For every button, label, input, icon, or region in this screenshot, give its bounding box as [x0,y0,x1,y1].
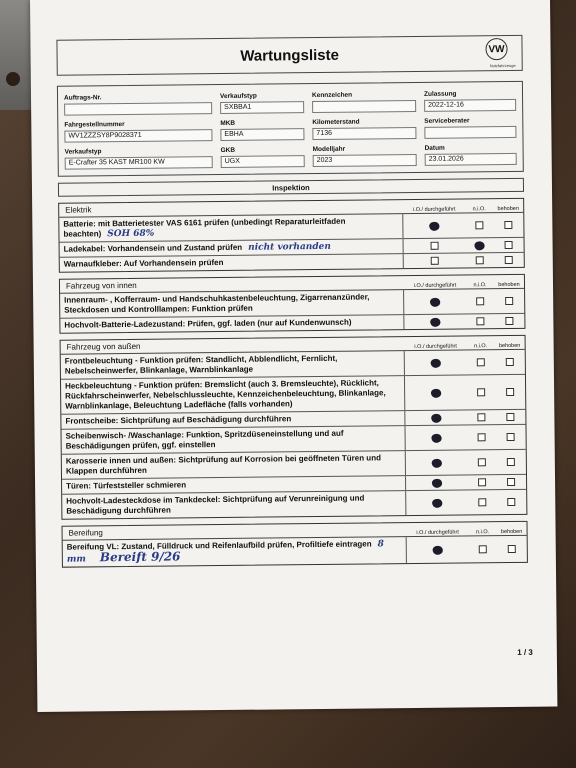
ok-check-mark[interactable] [429,296,441,307]
fixed-cell [496,450,526,474]
checklist-item-label: Türen: Türfeststeller schmieren [66,480,187,491]
info-field [313,145,417,167]
checklist-item-label: Hochvolt-Batterie-Ladezustand: Prüfen, ggf. laden (nur auf Kundenwunsch) [64,317,352,330]
fixed-checkbox[interactable] [504,221,512,229]
checklist-item-text [60,315,404,333]
page-title: Wartungsliste [240,46,339,65]
ok-cell [404,238,466,253]
nok-check-mark[interactable] [474,240,486,251]
column-header: n.i.O. [474,343,488,350]
info-field-value[interactable]: 7136 [312,127,416,140]
fixed-checkbox[interactable] [506,413,514,421]
handwritten-note: 8 mm [66,539,384,565]
ok-check-mark[interactable] [430,357,442,368]
fixed-cell [495,375,525,409]
section [62,521,528,568]
nok-checkbox[interactable] [478,498,486,506]
info-field-value[interactable]: WV1ZZZSY8P9028371 [64,129,212,143]
fixed-checkbox[interactable] [507,433,515,441]
checklist-item-text [61,376,405,414]
ok-check-mark[interactable] [430,412,442,423]
nok-cell [465,213,493,237]
nok-checkbox[interactable] [478,478,486,486]
fixed-cell [495,410,525,424]
column-header: behoben [498,342,521,350]
checklist-item-label: Ladekabel: Vorhandensein und Zustand prüfen [63,242,243,254]
fixed-checkbox[interactable] [505,256,513,264]
info-field [424,117,516,139]
column-header: n.i.O. [473,282,487,289]
column-header: n.i.O. [475,529,490,536]
nok-checkbox[interactable] [477,413,485,421]
info-field-label: MKB [220,119,236,128]
ok-cell [406,475,468,490]
fixed-checkbox[interactable] [507,478,515,486]
handwritten-note: SOH 68% [107,228,155,240]
ok-checkbox[interactable] [431,257,439,265]
fixed-cell [497,536,527,562]
ok-check-mark[interactable] [432,544,444,555]
nok-cell [468,475,496,489]
ok-checkbox[interactable] [431,242,439,250]
column-header: behoben [497,205,519,213]
nok-checkbox[interactable] [477,388,485,396]
fixed-checkbox[interactable] [507,498,515,506]
vehicle-info-grid [57,81,524,177]
fixed-cell [493,213,523,237]
info-field-label: Modelljahr [312,145,346,154]
checklist-item-label: Batterie: mit Batterietester VAS 6161 prüfen (unbedingt Reparaturleitfaden beachten) [63,216,346,239]
ok-cell [407,536,469,563]
maintenance-sheet [30,0,557,712]
info-field-value[interactable]: UGX [221,155,305,168]
column-header: i.O./ durchgeführt [412,206,456,214]
info-field-value[interactable] [312,100,416,113]
ok-cell [403,213,465,238]
info-field [424,90,516,112]
info-field-label: Datum [424,144,445,152]
checklist-item-label: Bereifung VL: Zustand, Fülldruck und Reifenlaufbild prüfen, Profiltiefe eintragen [66,539,372,552]
nok-cell [466,253,494,267]
clip-hole [6,72,20,86]
nok-checkbox[interactable] [478,433,486,441]
info-field-value[interactable] [64,102,212,116]
checklist-item-text [62,426,406,454]
fixed-checkbox[interactable] [505,317,513,325]
info-field-label: Kilometerstand [312,118,360,127]
ok-check-mark[interactable] [428,220,440,231]
column-header: n.i.O. [472,206,486,213]
nok-cell [468,450,496,474]
fixed-checkbox[interactable] [506,358,514,366]
ok-check-mark[interactable] [431,497,443,508]
column-header: i.O./ durchgeführt [413,282,457,289]
info-field-label: Zulassung [423,90,457,98]
checklist-item-label: Karosserie innen und außen: Sichtprüfung auf Korrosion bei geöffneten Türen und Klappen durchführen [65,453,381,476]
info-field-label: Kennzeichen [311,91,353,100]
ok-cell [404,289,466,314]
fixed-cell [496,475,526,489]
fixed-cell [495,425,525,449]
info-field [312,91,416,113]
info-field-value[interactable]: E-Crafter 35 KAST MR100 KW [65,156,213,170]
column-header: i.O./ durchgeführt [414,343,457,350]
info-field-value[interactable]: 23.01.2026 [425,153,517,166]
checklist-item-text [62,451,406,479]
fixed-cell [495,350,525,374]
checklist-item-text [62,491,406,519]
logo-caption: Nutzfahrzeuge [489,62,516,69]
checklist-item-text [60,254,404,272]
checklist-item-text [59,214,403,242]
section-title: Bereifung [68,528,103,538]
section [58,198,525,273]
info-field-label: GKB [220,146,236,155]
fixed-checkbox[interactable] [507,458,515,466]
checklist-item-label: Frontscheibe: Sichtprüfung auf Beschädigung durchführen [65,414,292,426]
checklist-row [61,375,525,415]
nok-cell [467,425,495,449]
info-field [220,119,304,141]
fixed-checkbox[interactable] [508,545,516,553]
checklist-item-text [60,290,404,318]
info-field [64,93,212,116]
ok-cell [406,450,468,475]
nok-cell [467,375,495,409]
handwritten-note: nicht vorhanden [248,241,331,253]
fixed-cell [494,238,524,252]
nok-checkbox[interactable] [476,256,484,264]
fixed-cell [494,253,524,267]
title-box [56,35,522,76]
page-number: 1 / 3 [517,647,533,657]
inspection-header: Inspektion [58,178,524,197]
vw-logo-icon: VW [485,38,507,60]
info-field [220,92,304,114]
info-field-value[interactable] [424,126,516,139]
info-field-value[interactable]: EBHA [220,128,304,141]
info-field-label: Fahrgestellnummer [64,121,125,129]
ok-check-mark[interactable] [429,316,441,327]
section [59,274,526,334]
checklist-item-label: Frontbeleuchtung - Funktion prüfen: Standlicht, Abblendlicht, Fernlicht, Nebelscheinwerfer, Blinkanlage, Warnblinkanlage [64,353,338,376]
checklist-item-label: Hochvolt-Ladesteckdose im Tankdeckel: Sichtprüfung auf Verunreinigung und Beschädigung durchführen [66,493,365,516]
column-header: behoben [500,528,523,536]
nok-checkbox[interactable] [479,545,487,553]
info-field [312,118,416,140]
nok-cell [466,314,494,328]
section [60,335,528,520]
fixed-cell [494,314,524,328]
info-field [64,120,212,143]
ok-cell [405,350,467,375]
column-header: i.O./ durchgeführt [416,529,459,536]
nok-cell [469,536,497,562]
info-field-label: Verkaufstyp [64,148,102,156]
checklist-item-text [63,537,407,567]
nok-cell [468,490,496,514]
nok-cell [467,410,495,424]
fixed-checkbox[interactable] [505,297,513,305]
info-field-value[interactable]: 2022-12-16 [424,99,516,112]
ok-cell [404,253,466,268]
ok-cell [405,410,467,425]
ok-cell [405,375,467,410]
info-field-value[interactable]: 2023 [313,154,417,167]
info-field [425,144,517,166]
nok-checkbox[interactable] [477,358,485,366]
checklist-item-label: Heckbeleuchtung - Funktion prüfen: Bremslicht (auch 3. Bremsleuchte), Rücklicht, Rückfahrscheinwerfer, Nebelschlussleuchte, Kennzeichenbeleuchtung, Blinkanlage, Warnblinkanlage, Beleuchtung Ladefläche (falls vorhanden) [64,378,386,411]
fixed-checkbox[interactable] [505,241,513,249]
nok-cell [466,289,494,313]
info-field-value[interactable]: SXBBA1 [220,101,304,114]
ok-cell [404,314,466,329]
fixed-cell [496,490,526,514]
info-field-label: Verkaufstyp [219,92,257,101]
nok-checkbox[interactable] [478,458,486,466]
ok-check-mark[interactable] [430,387,442,398]
handwritten-note: Bereift 9/26 [99,549,181,565]
fixed-checkbox[interactable] [506,388,514,396]
ok-check-mark[interactable] [431,432,443,443]
info-field-label: Auftrags-Nr. [63,94,102,102]
sections-container [58,198,528,568]
fixed-cell [494,289,524,313]
section-title: Fahrzeug von außen [66,341,141,352]
section-title: Elektrik [65,205,92,215]
checklist-row [63,536,527,567]
checklist-item-text [61,351,405,379]
column-header: behoben [498,281,520,289]
checklist-item-label: Scheibenwisch- /Waschanlage: Funktion, Spritzdüseneinstellung und auf Beschädigungen prüfen, ggf. einstellen [65,428,344,451]
nok-checkbox[interactable] [476,297,484,305]
ok-cell [406,490,468,515]
ok-cell [405,425,467,450]
nok-checkbox[interactable] [475,221,483,229]
info-field-label: Serviceberater [424,117,470,125]
checklist-item-label: Innenraum- , Kofferraum- und Handschuhkastenbeleuchtung, Zigarrenanzünder, Steckdosen und Kontrolllampen: Funktion prüfen [64,292,370,315]
nok-cell [467,350,495,374]
section-title: Fahrzeug von innen [65,280,137,291]
nok-cell [466,238,494,252]
info-field [65,147,213,170]
checklist-item-label: Warnaufkleber: Auf Vorhandensein prüfen [63,257,224,269]
ok-check-mark[interactable] [431,457,443,468]
info-field [221,146,305,168]
checklist-row [62,490,526,519]
nok-checkbox[interactable] [476,317,484,325]
ok-check-mark[interactable] [431,477,443,488]
